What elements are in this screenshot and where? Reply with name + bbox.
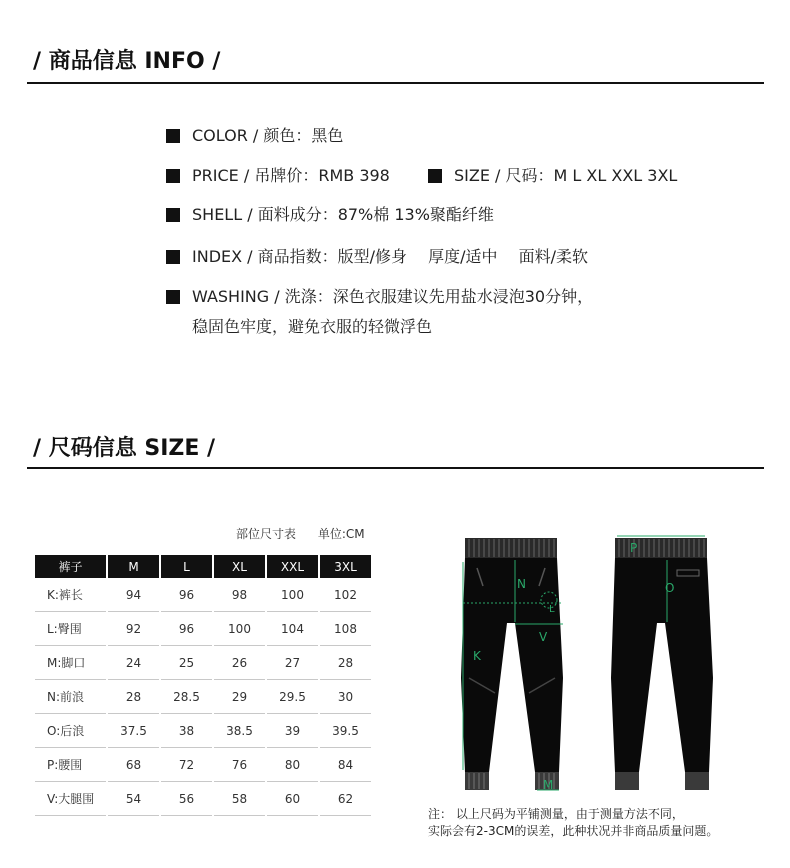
info-row-washing bbox=[166, 287, 593, 307]
info-divider bbox=[27, 82, 764, 84]
bullet-square-icon bbox=[166, 129, 180, 143]
table-cell: 92 bbox=[108, 612, 159, 646]
table-cell: 54 bbox=[108, 782, 159, 816]
table-cell: 108 bbox=[320, 612, 371, 646]
bullet-square-icon bbox=[428, 169, 442, 183]
header-cell: M bbox=[108, 555, 159, 578]
info-row-price bbox=[166, 166, 390, 186]
size-table-caption bbox=[236, 525, 383, 542]
row-label: N:前浪 bbox=[35, 680, 106, 714]
info-color-text: COLOR / 颜色：黑色 bbox=[192, 126, 344, 145]
info-washing-text: WASHING / 洗涤：深色衣服建议先用盐水浸泡30分钟， bbox=[192, 287, 594, 306]
header-cell: 裤子 bbox=[35, 555, 106, 578]
bullet-square-icon bbox=[166, 290, 180, 304]
table-row bbox=[35, 680, 371, 714]
table-cell: 72 bbox=[161, 748, 212, 782]
table-cell: 100 bbox=[267, 578, 318, 612]
info-row-size bbox=[428, 166, 677, 186]
row-label: M:脚口 bbox=[35, 646, 106, 680]
table-row bbox=[35, 748, 371, 782]
header-cell: XXL bbox=[267, 555, 318, 578]
table-row bbox=[35, 782, 371, 816]
size-section-title: / 尺码信息 SIZE / bbox=[33, 436, 216, 461]
table-cell: 96 bbox=[161, 612, 212, 646]
table-cell: 38.5 bbox=[214, 714, 265, 748]
row-label: P:腰围 bbox=[35, 748, 106, 782]
size-divider bbox=[27, 467, 764, 469]
info-row-color bbox=[166, 126, 343, 146]
label-n: N bbox=[517, 577, 526, 591]
table-cell: 37.5 bbox=[108, 714, 159, 748]
table-cell: 28.5 bbox=[161, 680, 212, 714]
info-shell-text: SHELL / 面料成分：87%棉 13%聚酯纤维 bbox=[192, 205, 494, 224]
table-cell: 104 bbox=[267, 612, 318, 646]
note-line-1: 注： 以上尺码为平铺测量，由于测量方法不同， bbox=[428, 807, 684, 821]
info-size-text: SIZE / 尺码：M L XL XXL 3XL bbox=[454, 166, 678, 185]
table-cell: 76 bbox=[214, 748, 265, 782]
info-washing-continuation: 稳固色牢度，避免衣服的轻微浮色 bbox=[192, 317, 433, 336]
table-cell: 84 bbox=[320, 748, 371, 782]
bullet-square-icon bbox=[166, 250, 180, 264]
table-cell: 27 bbox=[267, 646, 318, 680]
label-o: O bbox=[665, 581, 675, 595]
table-cell: 29.5 bbox=[267, 680, 318, 714]
table-cell: 30 bbox=[320, 680, 371, 714]
label-l: L bbox=[549, 604, 555, 615]
info-price-text: PRICE / 吊牌价：RMB 398 bbox=[192, 166, 390, 185]
table-cell: 100 bbox=[214, 612, 265, 646]
front-pants-illustration bbox=[461, 538, 563, 790]
table-cell: 60 bbox=[267, 782, 318, 816]
row-label: O:后浪 bbox=[35, 714, 106, 748]
table-row bbox=[35, 612, 371, 646]
header-cell: L bbox=[161, 555, 212, 578]
table-cell: 96 bbox=[161, 578, 212, 612]
row-label: K:裤长 bbox=[35, 578, 106, 612]
table-cell: 29 bbox=[214, 680, 265, 714]
table-cell: 26 bbox=[214, 646, 265, 680]
table-cell: 28 bbox=[320, 646, 371, 680]
pants-measurement-diagram bbox=[455, 528, 725, 798]
label-m: M bbox=[543, 778, 554, 792]
table-row bbox=[35, 578, 371, 612]
header-cell: XL bbox=[214, 555, 265, 578]
info-section-title: / 商品信息 INFO / bbox=[33, 49, 221, 74]
table-cell: 62 bbox=[320, 782, 371, 816]
table-cell: 58 bbox=[214, 782, 265, 816]
table-cell: 102 bbox=[320, 578, 371, 612]
note-line-2: 实际会有2-3CM的误差，此种状况并非商品质量问题。 bbox=[428, 824, 719, 838]
table-cell: 39 bbox=[267, 714, 318, 748]
table-cell: 56 bbox=[161, 782, 212, 816]
caption-unit: 单位:CM bbox=[317, 527, 365, 541]
measurement-note bbox=[428, 806, 718, 840]
bullet-square-icon bbox=[166, 208, 180, 222]
table-cell: 38 bbox=[161, 714, 212, 748]
table-cell: 39.5 bbox=[320, 714, 371, 748]
info-row-shell bbox=[166, 205, 494, 225]
label-p: P bbox=[630, 541, 638, 555]
label-k: K bbox=[473, 649, 481, 663]
info-index-text: INDEX / 商品指数：版型/修身 厚度/适中 面料/柔软 bbox=[192, 247, 588, 266]
label-v: V bbox=[539, 630, 548, 644]
table-cell: 80 bbox=[267, 748, 318, 782]
table-cell: 68 bbox=[108, 748, 159, 782]
row-label: L:臀围 bbox=[35, 612, 106, 646]
back-pants-illustration bbox=[611, 538, 713, 790]
info-row-index bbox=[166, 247, 588, 267]
size-table bbox=[33, 555, 373, 816]
table-cell: 25 bbox=[161, 646, 212, 680]
row-label: V:大腿围 bbox=[35, 782, 106, 816]
table-cell: 98 bbox=[214, 578, 265, 612]
table-cell: 94 bbox=[108, 578, 159, 612]
bullet-square-icon bbox=[166, 169, 180, 183]
table-row bbox=[35, 646, 371, 680]
header-cell: 3XL bbox=[320, 555, 371, 578]
table-row bbox=[35, 714, 371, 748]
table-cell: 28 bbox=[108, 680, 159, 714]
table-cell: 24 bbox=[108, 646, 159, 680]
caption-part-table: 部位尺寸表 bbox=[236, 527, 297, 541]
size-table-header bbox=[35, 555, 371, 578]
